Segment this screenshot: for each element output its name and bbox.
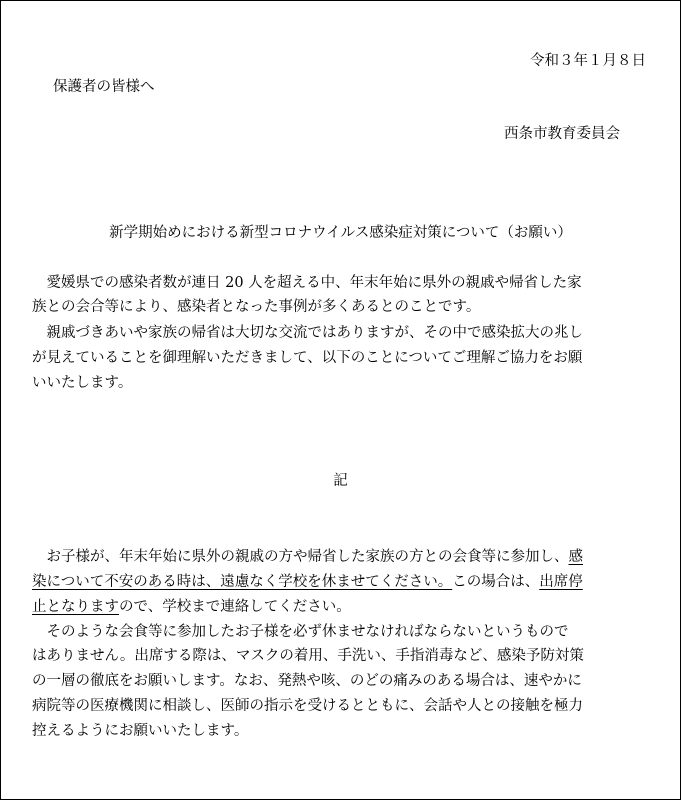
notice-line — [32, 572, 583, 592]
intro-line: いいたします。 — [32, 375, 133, 391]
notice-line: はありません。出席する際は、マスクの着用、手洗い、手指消毒など、感染予防対策 — [32, 648, 584, 664]
notice-text: この場合は、 — [452, 574, 540, 590]
ki-heading: 記 — [333, 473, 348, 489]
notice-line: 控えるようにお願いいたします。 — [32, 723, 249, 739]
notice-line: の一層の徹底をお願いします。なお、発熱や咳、のどの痛みのある場合は、速やかに — [32, 673, 582, 689]
notice-line — [32, 597, 351, 617]
intro-line: 族との会合等により、感染者となった事例が多くあるとのことです。 — [32, 299, 481, 315]
intro-line: 親戚づきあいや家族の帰省は大切な交流ではありますが、その中で感染拡大の兆し — [32, 325, 583, 341]
notice-line — [32, 547, 583, 567]
underlined-text: 感 — [568, 549, 583, 565]
notice-text: お子様が、年末年始に県外の親戚の方や帰省した家族の方との会食等に参加し、 — [32, 549, 569, 565]
intro-line: が見えていることを御理解いただきまして、以下のことについてご理解ご協力をお願 — [32, 350, 583, 366]
underlined-text: 止となります — [32, 599, 119, 615]
notice-line: 病院等の医療機関に相談し、医師の指示を受けるとともに、会話や人との接触を極力 — [32, 698, 583, 714]
underlined-text: 染について不安のある時は、遠慮なく学校を休ませてください。 — [32, 574, 453, 590]
underlined-text: 出席停 — [539, 574, 583, 590]
notice-text: ので、学校まで連絡してください。 — [119, 599, 351, 615]
intro-line: 愛媛県での感染者数が連日 20 人を超える中、年末年始に県外の親戚や帰省した家 — [32, 275, 582, 291]
recipient-line: 保護者の皆様へ — [53, 79, 155, 95]
sender-line: 西条市教育委員会 — [504, 126, 620, 142]
document-date: 令和３年１月８日 — [530, 53, 646, 69]
notice-line: そのような会食等に参加したお子様を必ず休ませなければならないというもので — [32, 624, 569, 640]
document-title: 新学期始めにおける新型コロナウイルス感染症対策について（お願い） — [109, 225, 572, 241]
